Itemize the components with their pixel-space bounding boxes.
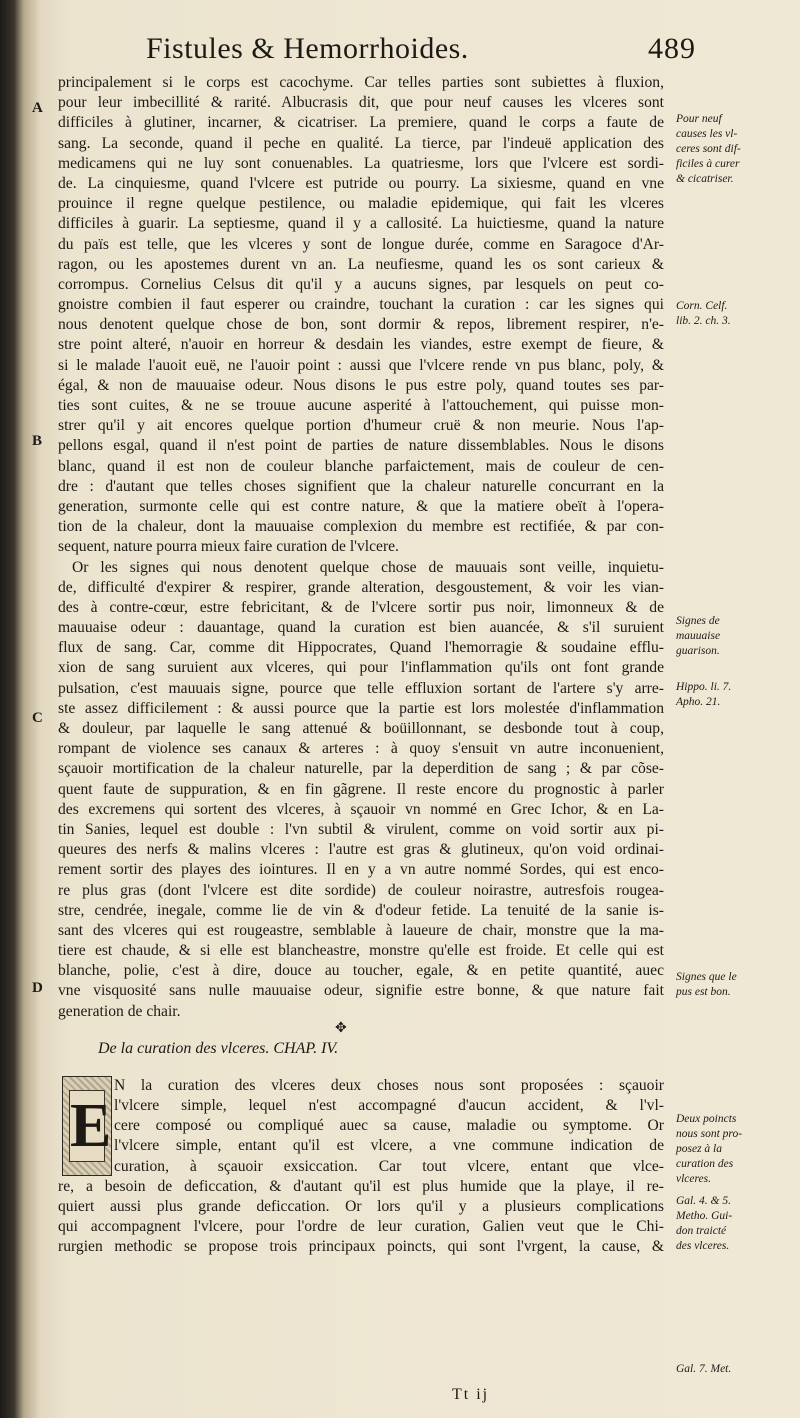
side-note-line: Signes de — [676, 615, 720, 627]
text-line: & douleur, par laquelle le sang attenué & boüillonnant, se desbonde tout à coup, — [58, 720, 664, 737]
margin-letter-c: C — [32, 710, 43, 726]
side-note-line: Gal. 4. & 5. — [676, 1195, 731, 1207]
text-line: sequent, nature pourra mieux faire curation de l'vlcere. — [58, 538, 399, 556]
text-line: stre, cendrée, inegale, comme lie de vin & d'odeur fetide. La tenuité de la sanie is- — [58, 901, 664, 919]
text-line: pulsation, c'est mauuais signe, pource que telle effluxion sortant de l'artere s'y arre- — [58, 679, 664, 697]
text-line: qui accompagnent l'vlcere, pour l'ordre de leur curation, Galien veut que le Chi- — [58, 1218, 664, 1236]
text-line: quiert aussi plus grande deficcation. Or lors qu'il y a plusieurs complications — [58, 1197, 664, 1215]
chapter-heading: De la curation des vlceres. CHAP. IV. — [98, 1039, 339, 1057]
side-note-line: don traicté — [676, 1225, 727, 1237]
text-line: ste assez difficilement : & aussi pource que la partie est lors molestée d'inflammation — [58, 699, 664, 717]
margin-letter-d: D — [32, 980, 43, 996]
signature-mark: Tt ij — [452, 1386, 490, 1403]
text-line: nous denotent quelque chose de bon, sont dormir & repos, librement respirer, n'e- — [58, 316, 664, 334]
side-note-line: Pour neuf — [676, 113, 722, 125]
side-note-line: Corn. Celf. — [676, 300, 728, 312]
text-line: pour leur imbecillité & rarité. Albucrasis dit, que pour neuf causes les vlceres sont — [58, 94, 664, 112]
text-line: flux de sang. Car, comme dit Hippocrates, Quand l'hemorragie & soudaine efflu- — [58, 639, 664, 657]
text-line: quent faute de suppuration, & en fin gãgrene. Il reste encore du prognostic à parler — [58, 780, 664, 798]
side-note-line: pus est bon. — [676, 986, 731, 998]
side-note-line: guarison. — [676, 645, 720, 657]
text-line: sang. La seconde, quand il peche en qualité. La tierce, par l'indeuë application des — [58, 134, 664, 152]
side-note-line: des vlceres. — [676, 1240, 730, 1252]
text-line: pellons esgal, quand il n'est point de parties de nature dissemblables. Nous le disons — [58, 437, 664, 455]
side-note-line: Hippo. li. 7. — [676, 681, 732, 693]
text-line: sçauoir mortification de la chaleur naturelle, par la deperdition de sang ; & par cõse- — [58, 760, 664, 778]
text-line: rement sortir des playes des iointures. Il en y a vn autre nommé Sordes, qui est enco- — [58, 861, 664, 879]
text-line: si le malade l'auoit euë, ne l'auoir point : aussi que l'vlcere rende vn pus blanc, poly, & — [58, 356, 664, 374]
text-line: cere composé ou compliqué auec sa cause, maladie ou symptome. Or — [114, 1117, 664, 1135]
text-line: re, a besoin de deficcation, & d'autant qu'il est plus humide que la playe, il re- — [58, 1177, 664, 1195]
text-line: dre : d'autant que telles choses signifient que la chaleur naturelle concurrant en la — [58, 477, 664, 495]
text-line: principalement si le corps est cacochyme. Car telles parties sont subiettes à fluxion, — [58, 74, 664, 91]
text-line: tin Sanies, lequel est double : l'vn subtil & virulent, comme on void sortir aux pi- — [58, 820, 664, 838]
side-note-celsus — [676, 299, 731, 329]
text-line: difficiles à guarir. La septiesme, quand il y a callosité. La huictiesme, quand la nature — [58, 215, 664, 233]
side-note-line: posez à la — [676, 1143, 722, 1155]
page-header — [140, 32, 700, 72]
text-line: Or les signes qui nous denotent quelque chose de mauuais sont veille, inquietu- — [72, 558, 664, 576]
text-line: curation, à sçauoir exsiccation. Car tout vlcere, entant que vlce- — [114, 1157, 664, 1175]
text-line: gnoistre combien il faut esperer ou craindre, touchant la curation : car les signes qui — [58, 296, 664, 314]
side-note-line: nous sont pro- — [676, 1128, 743, 1140]
text-line: blanche, polie, c'est à dire, douce au toucher, egale, & en petite quantité, auec — [58, 962, 664, 980]
text-line: vne visquosité sans nulle mauuaise odeur, signifie estre bonne, & que nature fait — [58, 982, 664, 1000]
side-note-line: mauuaise — [676, 630, 721, 642]
text-line: prouince il regne quelque pestilence, ou maladie epidemique, qui fait les vlceres — [58, 195, 664, 213]
text-line: du païs est telle, que les vlceres y sont de longue durée, comme en Saragoce d'Ar- — [58, 235, 664, 253]
text-line: des excremens qui sortent des vlceres, à sçauoir vn nommé en Grec Ichor, & en La- — [58, 800, 664, 818]
side-note-line: Gal. 7. Met. — [676, 1363, 732, 1375]
text-line: tion de la chaleur, dont la mauuaise complexion du membre est rectifiée, & par con- — [58, 518, 664, 536]
text-line: ties sont cuites, & ne se trouue aucune asperité à l'attouchement, qui puisse mon- — [58, 397, 664, 414]
side-note-hippocrates — [676, 680, 731, 710]
side-note-line: ceres sont dif- — [676, 143, 741, 155]
side-note-line: vlceres. — [676, 1173, 712, 1185]
text-line: re plus gras (dont l'vlcere est dite sordide) de couleur noirastre, autresfois rougea- — [58, 881, 664, 899]
text-line: corrompus. Cornelius Celsus dit qu'il y a aucuns signes, par lesquels on peut co- — [58, 275, 664, 293]
side-note-line: Signes que le — [676, 971, 737, 983]
side-note-neuf-causes — [676, 112, 741, 187]
text-line: ragon, ou les apostemes durent vn an. La neufiesme, quand les os sont carieux & — [58, 255, 664, 273]
text-line: rompant de violence ses canaux & arteres : à quoy s'ensuit vn autre inconuenient, — [58, 740, 664, 758]
chapter-opening — [58, 1076, 664, 1258]
side-note-line: Metho. Gui- — [676, 1210, 733, 1222]
text-line: de, difficulté d'expirer & respirer, grande alteration, desgoustement, & voir les vian- — [58, 578, 664, 596]
text-line: medicamens qui ne luy sont conuenables. La quatriesme, lors que l'vlcere est sordi- — [58, 154, 664, 172]
decorated-initial — [62, 1076, 112, 1176]
side-note-line: lib. 2. ch. 3. — [676, 315, 731, 327]
side-note-galien-metho — [676, 1362, 731, 1377]
text-line: égal, & non de mauuaise odeur. Nous disons le pus estre poly, quand toutes ses par- — [58, 376, 664, 394]
text-line: l'vlcere simple, entant qu'il est vlcere, a vne commune indication de — [114, 1137, 664, 1155]
text-line: rurgien methodic se propose trois principaux poincts, qui sont l'vrgent, la cause, & — [58, 1238, 664, 1256]
side-note-line: Apho. 21. — [676, 696, 721, 708]
margin-letter-a: A — [32, 100, 43, 116]
side-note-line: ficiles à curer — [676, 158, 740, 170]
text-line: blanc, quand il est non de couleur blanche parfaictement, mais de couleur de cen- — [58, 457, 664, 475]
ornament-mark: ✥ — [335, 1021, 347, 1036]
side-note-line: Deux poincts — [676, 1113, 737, 1125]
text-line: de. La cinquiesme, quand l'vlcere est putride ou pourry. La sixiesme, quand en vne — [58, 174, 664, 192]
side-note-mauuaise-guarison — [676, 614, 720, 659]
text-line: des à contre-cœur, estre febricitant, & de l'vlcere sortir pus noir, limonneux & de — [58, 598, 664, 616]
side-note-line: & cicatriser. — [676, 173, 734, 185]
main-text — [58, 73, 664, 1258]
text-line: strer qu'il y ait encores quelque portion d'humeur cruë & non meurie. Nous l'ap- — [58, 417, 664, 435]
indented-lines — [58, 1076, 664, 1177]
text-line: N la curation des vlceres deux choses nous sont proposées : sçauoir — [114, 1076, 664, 1094]
text-line: xion de sang suruient aux vlceres, qui pour l'inflammation qu'ils ont font grande — [58, 659, 664, 677]
text-line: generation, surmonte celle qui est contre nature, & que la matiere obeït à l'opera- — [58, 497, 664, 515]
text-line: mauuaise odeur : dauantage, quand la curation est bien auancée, & s'il suruient — [58, 619, 664, 637]
text-line: l'vlcere simple, lequel n'est accompagné d'aucun accident, & l'vl- — [114, 1097, 664, 1114]
text-line: queures des nerfs & malins vlceres : l'autre est gras & glutineux, qu'on void ordinai- — [58, 841, 664, 859]
running-head: Fistules & Hemorrhoides. — [146, 32, 469, 65]
text-line: stre point alteré, n'auoir en horreur & desdain les viandes, estre exempt de fieure, & — [58, 336, 664, 354]
text-line: generation de chair. — [58, 1002, 181, 1020]
margin-letter-b: B — [32, 433, 43, 449]
text-line: sant des vlceres qui est rougeastre, semblable à laueure de chair, monstre que la ma- — [58, 921, 664, 939]
page-number: 489 — [648, 32, 696, 65]
side-note-galien — [676, 1194, 732, 1254]
side-note-line: causes les vl- — [676, 128, 738, 140]
initial-letter: E — [70, 1091, 112, 1160]
side-note-deux-poincts — [676, 1112, 742, 1187]
side-note-pus-bon — [676, 970, 737, 1000]
text-line: tiere est chaude, & si elle est blancheastre, monstre qu'elle est froide. Et celle qui est — [58, 942, 664, 960]
text-line: difficiles à glutiner, incarner, & cicatriser. La premiere, quand le corps a faute de — [58, 114, 664, 132]
side-note-line: curation des — [676, 1158, 734, 1170]
